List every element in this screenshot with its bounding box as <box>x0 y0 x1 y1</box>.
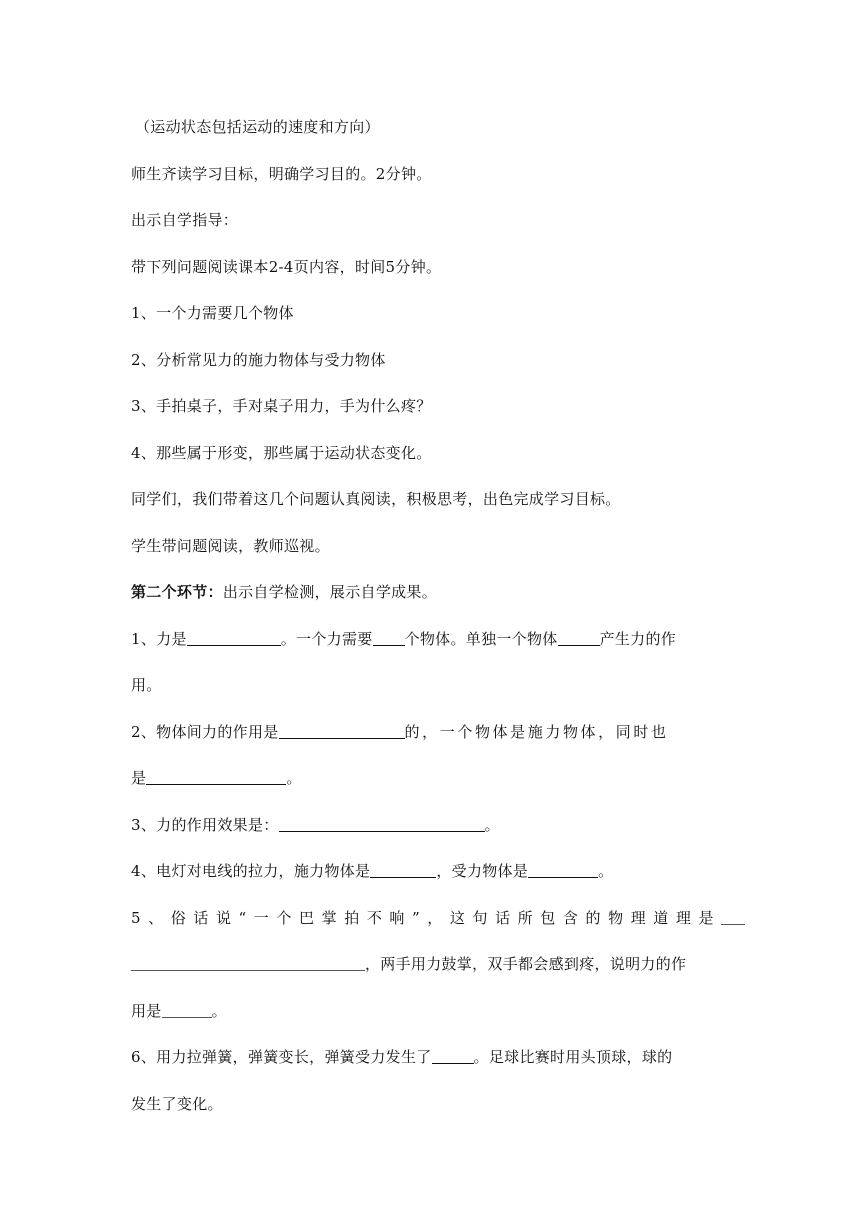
exercise-text: 。足球比赛时用头顶球，球的 <box>473 1048 673 1066</box>
exercise-1-line-2 <box>131 662 731 709</box>
answer-blank[interactable] <box>373 629 405 646</box>
paragraph-self-study-guide <box>131 197 731 244</box>
exercise-1-line-1 <box>131 616 731 663</box>
exercise-text: 用。 <box>131 676 162 694</box>
exercise-text: 。一个力需要 <box>280 629 373 648</box>
section-heading-label: 第二个环节： <box>131 583 223 601</box>
exercise-6-line-1 <box>131 1034 731 1081</box>
paragraph-read-goals <box>131 151 731 198</box>
question-text: 1、一个力需要几个物体 <box>131 304 294 322</box>
question-text: 2、分析常见力的施力物体与受力物体 <box>131 350 386 369</box>
section-heading <box>131 569 731 616</box>
exercise-text: 。 <box>286 769 302 787</box>
exercise-text: 用是 <box>131 1001 162 1020</box>
exercise-5-line-3 <box>131 988 731 1035</box>
exercise-text: ，受力物体是 <box>436 862 529 880</box>
exercise-text: 5、俗话说“一个巴掌拍不响”，这句话所包含的物理道理是 <box>131 908 722 927</box>
answer-blank[interactable] <box>131 954 365 971</box>
answer-blank[interactable] <box>187 629 281 646</box>
exercise-text: 2、物体间力的作用是 <box>131 722 279 741</box>
paragraph-encouragement <box>131 476 731 523</box>
exercise-text: 个物体。单独一个物体 <box>404 629 558 648</box>
exercise-2-line-1 <box>131 709 731 756</box>
exercise-text: 。 <box>211 1001 227 1020</box>
section-heading-text: 出示自学检测，展示自学成果。 <box>222 583 438 601</box>
exercise-text: 6、用力拉弹簧，弹簧变长，弹簧受力发生了 <box>131 1048 432 1066</box>
exercise-text: 。 <box>598 862 614 880</box>
exercise-text: 的，一个物体是施力物体，同时也 <box>404 722 669 741</box>
answer-blank[interactable] <box>146 768 286 785</box>
answer-blank[interactable] <box>721 908 745 925</box>
exercise-6-line-2 <box>131 1081 731 1128</box>
exercise-4 <box>131 848 731 895</box>
motion-state-note <box>131 104 731 151</box>
exercise-5-line-1 <box>131 895 731 942</box>
question-item-2 <box>131 337 731 384</box>
paragraph-text: 学生带问题阅读，教师巡视。 <box>131 536 330 555</box>
question-item-4 <box>131 430 731 477</box>
paragraph-student-reading <box>131 523 731 570</box>
answer-blank[interactable] <box>432 1047 474 1064</box>
answer-blank[interactable] <box>558 629 600 646</box>
document-page <box>131 104 731 1127</box>
exercise-text: 产生力的作 <box>599 629 677 648</box>
exercise-text: 是 <box>131 769 147 787</box>
exercise-text: 1、力是 <box>131 629 187 648</box>
paragraph-text: 同学们，我们带着这几个问题认真阅读，积极思考，出色完成学习目标。 <box>131 490 621 508</box>
exercise-5-line-2 <box>131 941 731 988</box>
paragraph-text: 带下列问题阅读课本2-4页内容，时间5分钟。 <box>131 257 442 276</box>
question-text: 4、那些属于形变，那些属于运动状态变化。 <box>131 443 432 462</box>
exercise-text: ，两手用力鼓掌，双手都会感到疼，说明力的作 <box>365 955 687 973</box>
paragraph-reading-task <box>131 244 731 291</box>
exercise-text: 3、力的作用效果是： <box>131 815 279 834</box>
question-item-1 <box>131 290 731 337</box>
answer-blank[interactable] <box>528 861 598 878</box>
answer-blank[interactable] <box>162 1001 212 1018</box>
paragraph-text: 出示自学指导： <box>131 211 239 229</box>
question-text: 3、手拍桌子，手对桌子用力，手为什么疼？ <box>131 397 432 415</box>
answer-blank[interactable] <box>279 815 485 832</box>
exercise-text: 。 <box>484 815 500 834</box>
exercise-2-line-2 <box>131 755 731 802</box>
exercise-3 <box>131 802 731 849</box>
exercise-text: 4、电灯对电线的拉力，施力物体是 <box>131 862 371 880</box>
question-item-3 <box>131 383 731 430</box>
exercise-text: 发生了变化。 <box>131 1094 223 1113</box>
paragraph-text: 师生齐读学习目标，明确学习目的。2分钟。 <box>131 164 432 183</box>
answer-blank[interactable] <box>370 861 436 878</box>
answer-blank[interactable] <box>279 722 405 739</box>
note-text: （运动状态包括运动的速度和方向） <box>135 118 380 136</box>
